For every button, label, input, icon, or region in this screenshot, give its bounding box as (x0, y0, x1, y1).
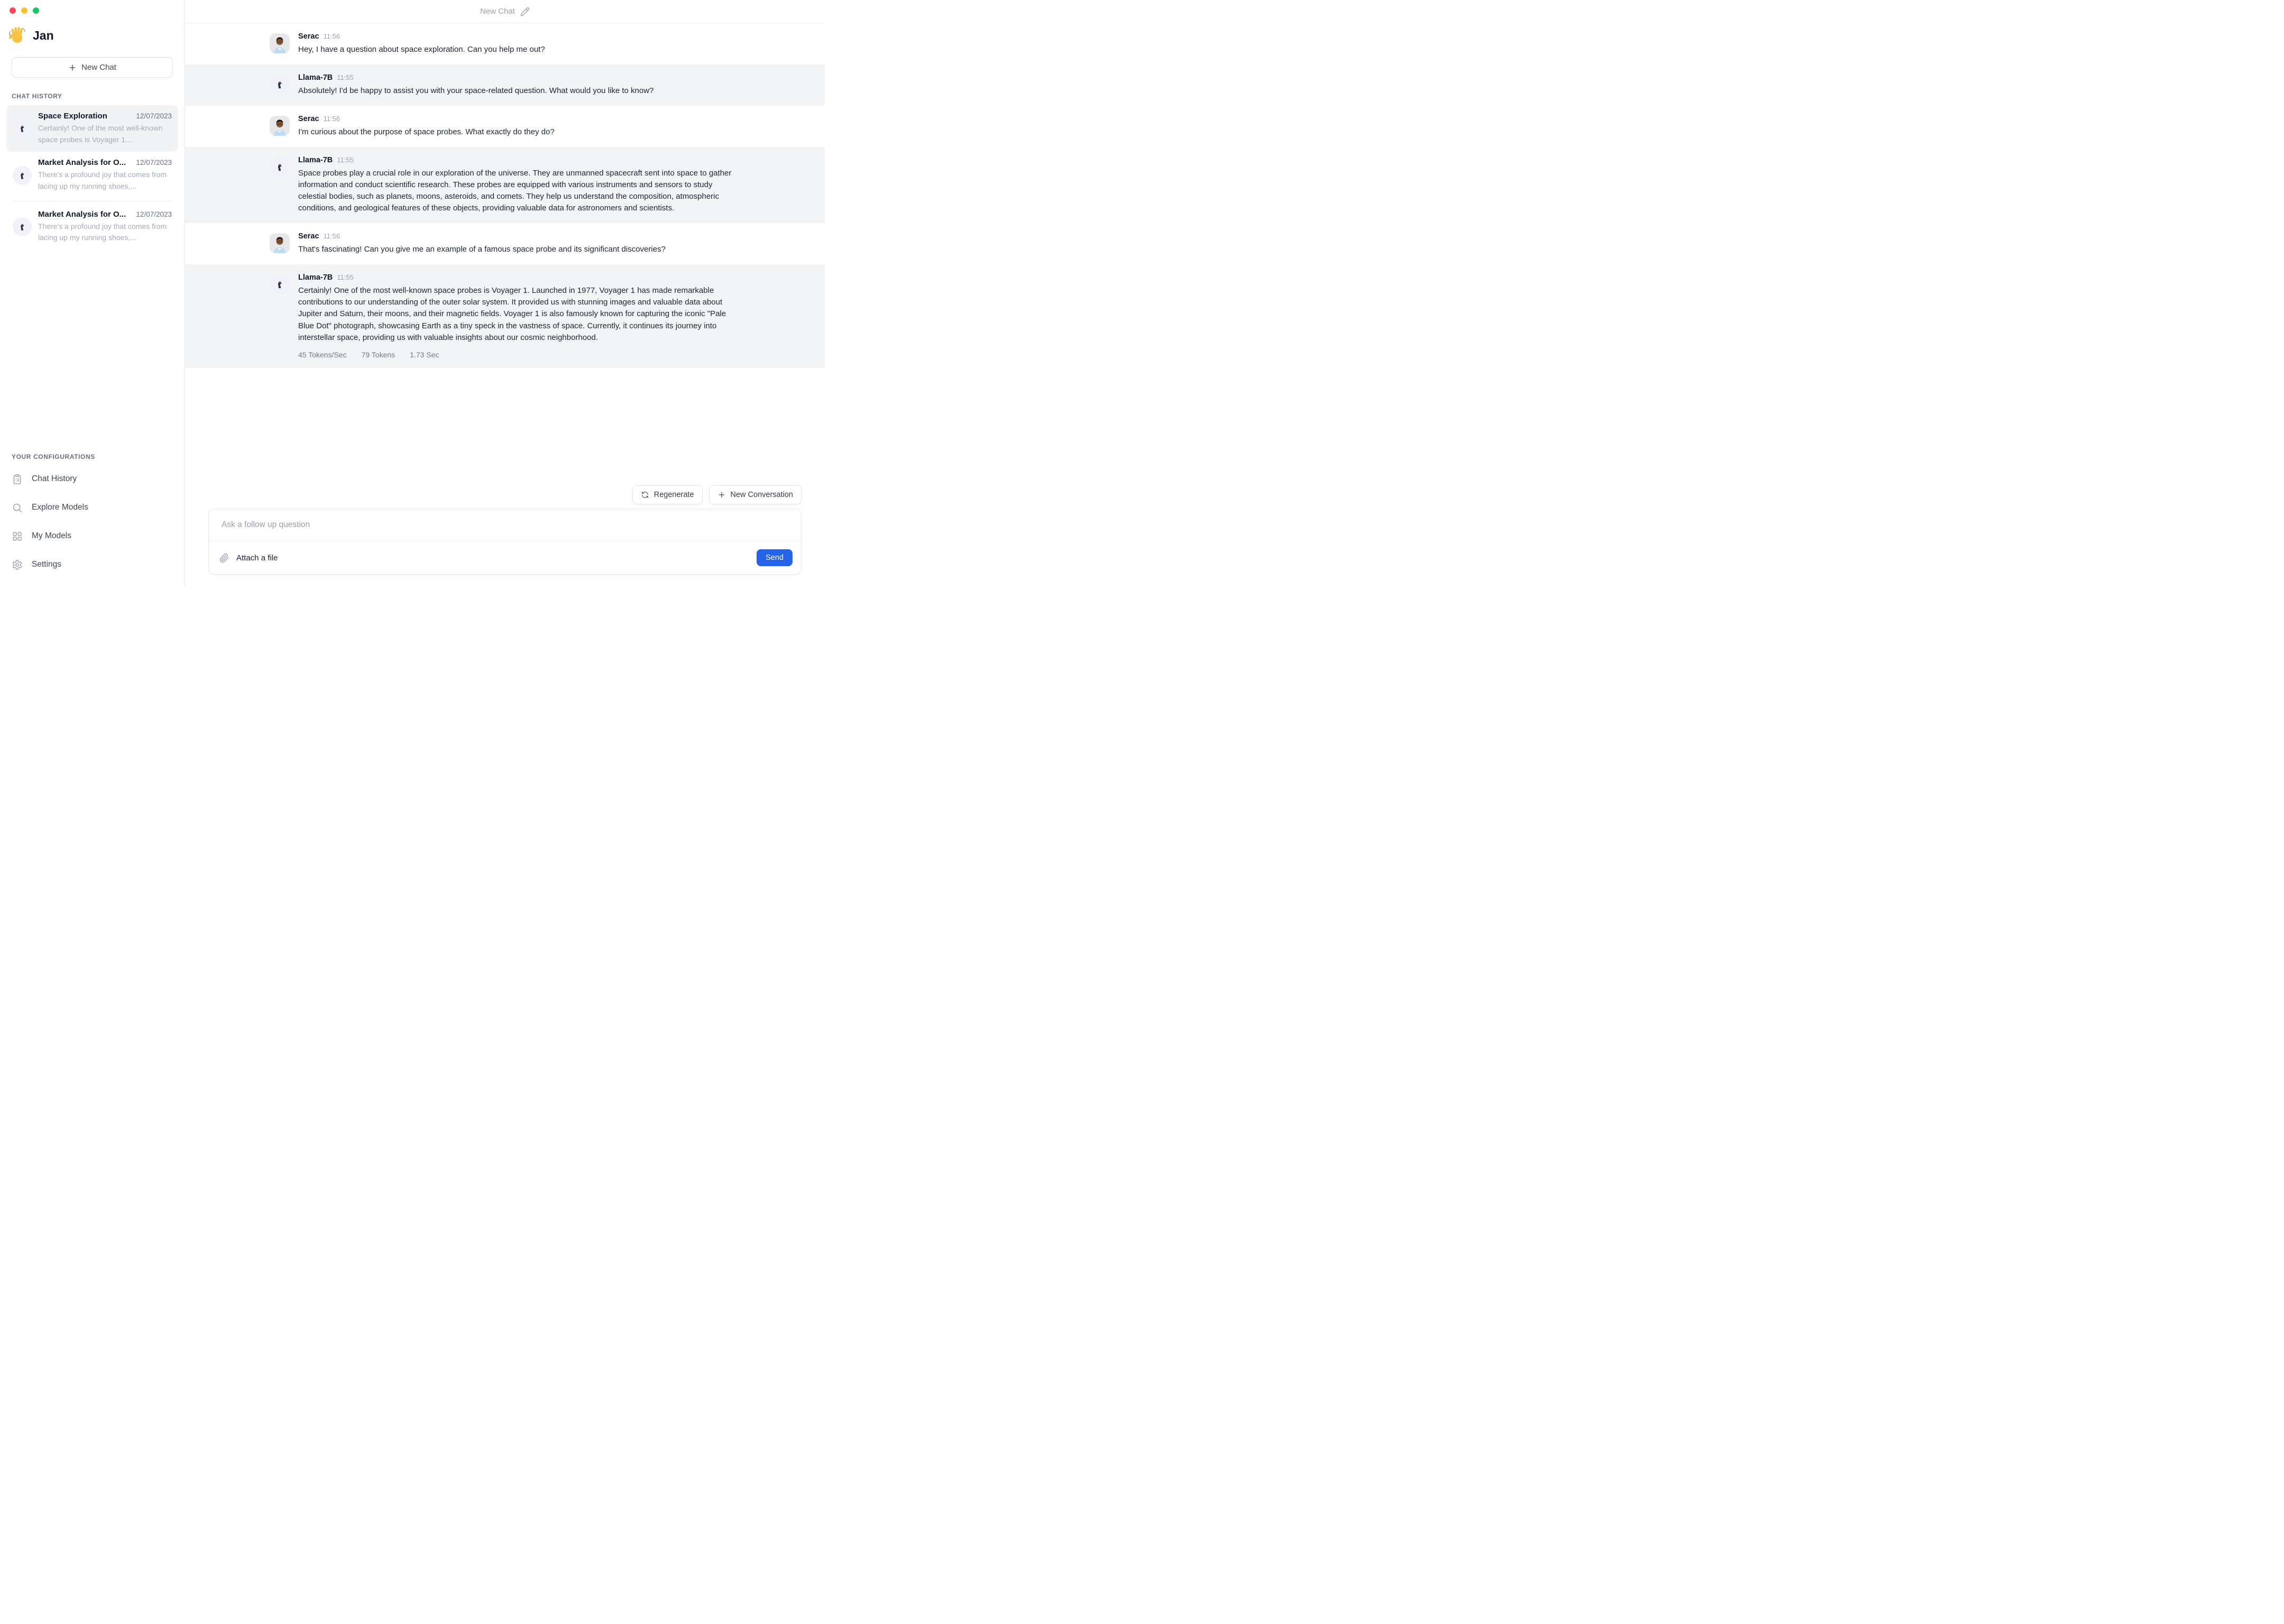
conversation-header (185, 0, 825, 23)
new-conversation-button[interactable] (709, 485, 802, 504)
message-text: Absolutely! I'd be happy to assist you with your space-related question. What would you like to know? (298, 86, 654, 96)
generation-time: 1.73 Sec (410, 350, 439, 359)
message-author: Llama-7B (298, 273, 333, 282)
message-time: 11:56 (323, 32, 340, 40)
message-row-assistant (185, 264, 825, 367)
configurations-section-label: YOUR CONFIGURATIONS (12, 453, 95, 460)
llama-icon (270, 75, 290, 95)
send-button[interactable]: Send (757, 549, 793, 566)
message-row-user (185, 223, 825, 264)
message-time: 11:55 (337, 273, 354, 282)
configurations-list (0, 460, 185, 586)
regenerate-button-label: Regenerate (653, 491, 694, 499)
generation-stats (298, 350, 740, 359)
regenerate-button[interactable] (632, 485, 703, 504)
chat-title: Market Analysis for O... (38, 158, 126, 168)
message-row-user (185, 23, 825, 64)
waving-hand-icon (7, 25, 27, 45)
main-panel (185, 0, 825, 586)
message-row-user (185, 106, 825, 147)
message-author: Llama-7B (298, 156, 333, 165)
message-text: Space probes play a crucial role in our exploration of the universe. They are unmanned spacecraft sent into space to gather information and conduct scientific research. These probes are equipped with various instruments and sensors to study celestial bodies, such as planets, moons, asteroids, and comets. They help us understand the composition, atmospheric conditions, and geological features of these objects, providing valuable data for astronomers and scientists. (298, 169, 732, 213)
sidebar-item-label: Chat History (32, 474, 77, 483)
message-row-assistant (185, 147, 825, 223)
message-row-assistant (185, 64, 825, 106)
message-input-box (208, 509, 802, 575)
tokens-per-sec: 45 Tokens/Sec (298, 350, 347, 359)
llama-icon (270, 157, 290, 177)
gear-icon (12, 559, 23, 570)
plus-icon (717, 491, 726, 499)
chat-history-item[interactable] (6, 152, 178, 198)
message-author: Serac (298, 232, 319, 241)
chat-date: 12/07/2023 (136, 210, 172, 218)
new-conversation-button-label: New Conversation (730, 491, 793, 499)
new-chat-button-label: New Chat (81, 63, 116, 72)
sidebar-item-settings[interactable] (12, 550, 173, 579)
message-text: I'm curious about the purpose of space probes. What exactly do they do? (298, 127, 555, 137)
message-time: 11:55 (337, 73, 354, 82)
message-list (185, 23, 825, 485)
llama-icon (13, 166, 32, 185)
composer (185, 485, 825, 586)
sidebar-item-label: My Models (32, 531, 71, 540)
chat-preview: Certainly! One of the most well-known space probes is Voyager 1.... (38, 124, 163, 144)
chat-title: Market Analysis for O... (38, 209, 126, 219)
llama-icon (13, 119, 32, 138)
search-icon (12, 502, 23, 513)
attach-file-button[interactable]: Attach a file (236, 553, 278, 562)
app-name: Jan (33, 28, 54, 42)
refresh-icon (641, 491, 649, 499)
llama-icon (270, 274, 290, 294)
zoom-window-button[interactable] (33, 7, 39, 14)
chat-preview: There's a profound joy that comes from lacing up my running shoes,... (38, 222, 167, 242)
message-text: That's fascinating! Can you give me an example of a famous space probe and its significant discoveries? (298, 245, 666, 254)
chat-date: 12/07/2023 (136, 159, 172, 167)
sidebar (0, 0, 185, 586)
plus-icon (68, 63, 77, 72)
chat-history-item[interactable] (6, 204, 178, 250)
paperclip-icon[interactable] (219, 553, 229, 563)
chat-history-list (0, 105, 185, 250)
chat-date: 12/07/2023 (136, 112, 172, 120)
llama-icon (13, 217, 32, 236)
chat-preview: There's a profound joy that comes from lacing up my running shoes,... (38, 170, 167, 191)
sidebar-item-explore-models[interactable] (12, 493, 173, 522)
chat-history-item[interactable] (6, 105, 178, 152)
chat-history-section-label: CHAT HISTORY (12, 93, 62, 100)
token-count: 79 Tokens (361, 350, 395, 359)
user-avatar (270, 233, 290, 253)
message-author: Serac (298, 32, 319, 41)
page-title: New Chat (480, 7, 515, 16)
message-text: Hey, I have a question about space exploration. Can you help me out? (298, 45, 545, 54)
window-controls (0, 0, 185, 14)
app-logo (0, 14, 185, 45)
followup-question-input[interactable] (211, 520, 799, 530)
message-text: Certainly! One of the most well-known space probes is Voyager 1. Launched in 1977, Voyager 1 has made remarkable contributions to our understanding of the outer solar system. It provided us with stunning images and valuable data about Jupiter and Saturn, their moons, and their magnetic fields. Voyager 1 is also famously known for capturing the iconic "Pale Blue Dot" photograph, showcasing Earth as a tiny speck in the vastness of space. Currently, it continues its journey into interstellar space, providing us with valuable insights about our cosmic neighborhood. (298, 286, 726, 342)
user-avatar (270, 33, 290, 53)
clipboard-icon (12, 474, 23, 485)
sidebar-item-chat-history[interactable] (12, 465, 173, 493)
message-time: 11:55 (337, 156, 354, 164)
new-chat-button[interactable] (12, 57, 173, 78)
message-time: 11:56 (323, 115, 340, 123)
minimize-window-button[interactable] (21, 7, 27, 14)
sidebar-item-label: Explore Models (32, 503, 88, 512)
chat-title: Space Exploration (38, 112, 107, 121)
message-time: 11:56 (323, 232, 340, 241)
grid-icon (12, 531, 23, 542)
message-author: Serac (298, 115, 319, 124)
close-window-button[interactable] (10, 7, 16, 14)
pencil-icon[interactable] (520, 7, 530, 16)
sidebar-item-my-models[interactable] (12, 522, 173, 550)
user-avatar (270, 116, 290, 136)
sidebar-item-label: Settings (32, 560, 62, 569)
message-author: Llama-7B (298, 73, 333, 82)
